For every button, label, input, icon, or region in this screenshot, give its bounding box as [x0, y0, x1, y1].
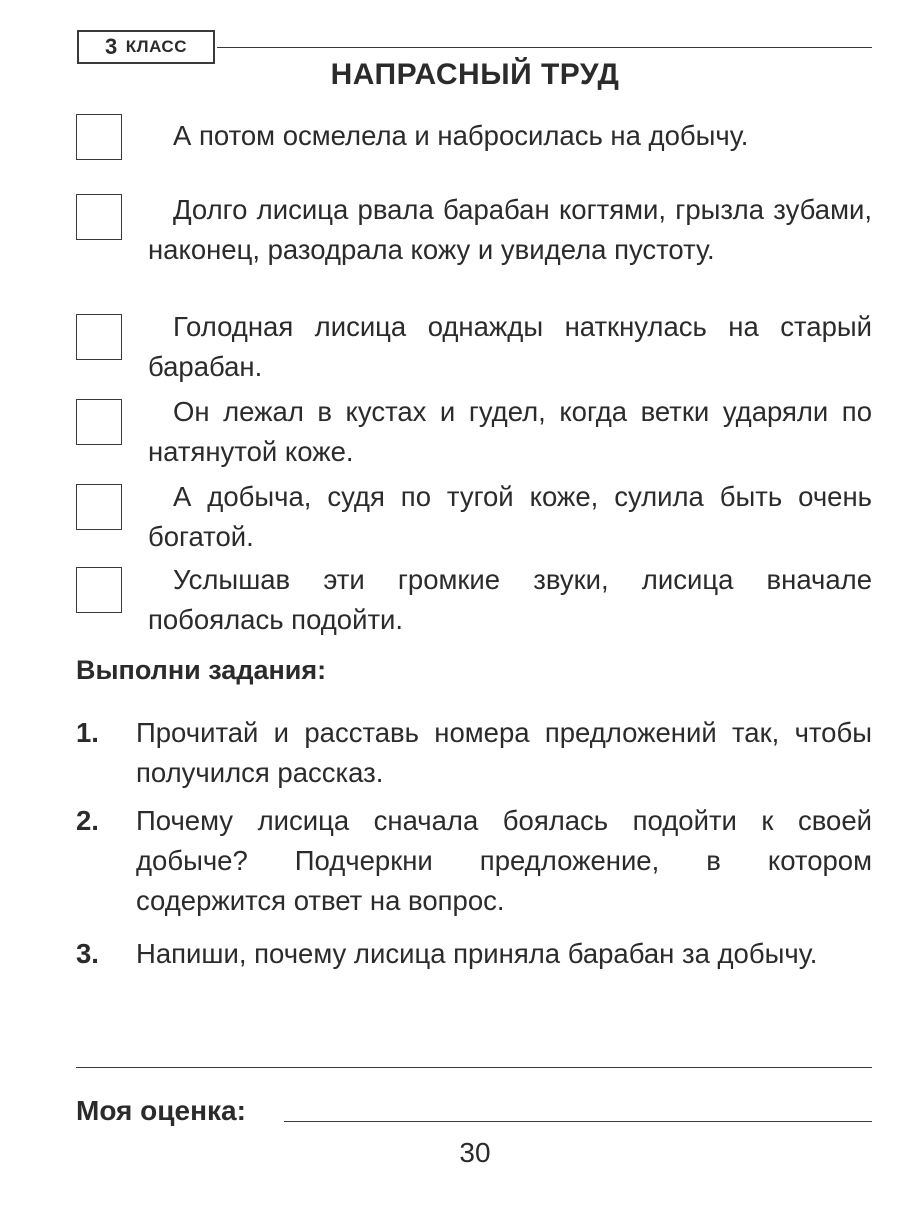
- header-rule: [217, 47, 872, 48]
- grade-line[interactable]: [284, 1121, 872, 1122]
- task-text: Напиши, почему лисица приняла барабан за добычу.: [136, 938, 818, 969]
- sentence-text: Голодная лисица однажды наткнулась на старый барабан.: [148, 311, 872, 382]
- page-title: НАПРАСНЫЙ ТРУД: [330, 58, 620, 91]
- sentence-text: А потом осмелела и набросилась на добычу.: [173, 120, 749, 151]
- order-number-box[interactable]: [76, 194, 122, 240]
- task-text: Почему лисица сначала боялась подойти к своей добыче? Подчеркни предложение, в котором содержится ответ на вопрос.: [136, 805, 872, 916]
- sentence-text: Он лежал в кустах и гудел, когда ветки ударяли по натянутой коже.: [148, 396, 872, 467]
- order-number-box[interactable]: [76, 399, 122, 445]
- sentence-text: Долго лисица рвала барабан когтями, грызла зубами, наконец, разодрала кожу и увидела пустоту.: [148, 194, 872, 265]
- grade-number: 3: [105, 34, 118, 59]
- order-number-box[interactable]: [76, 567, 122, 613]
- sentence-text: Услышав эти громкие звуки, лисица вначале побоялась подойти.: [148, 564, 872, 635]
- sentence-text: А добыча, судя по тугой коже, сулила быть очень богатой.: [148, 481, 872, 552]
- order-number-box[interactable]: [76, 114, 122, 160]
- order-number-box[interactable]: [76, 484, 122, 530]
- tasks-heading: Выполни задания:: [76, 655, 327, 685]
- task-text: Прочитай и расставь номера предложений так, чтобы получился рассказ.: [136, 717, 872, 788]
- answer-line[interactable]: [76, 1067, 872, 1068]
- task-number: 3.: [76, 938, 99, 969]
- order-number-box[interactable]: [76, 314, 122, 360]
- task-number: 2.: [76, 805, 99, 836]
- grade-label: Моя оценка:: [76, 1095, 246, 1126]
- grade-word: КЛАСС: [125, 37, 187, 56]
- page-number: 30: [459, 1137, 491, 1168]
- task-number: 1.: [76, 717, 99, 748]
